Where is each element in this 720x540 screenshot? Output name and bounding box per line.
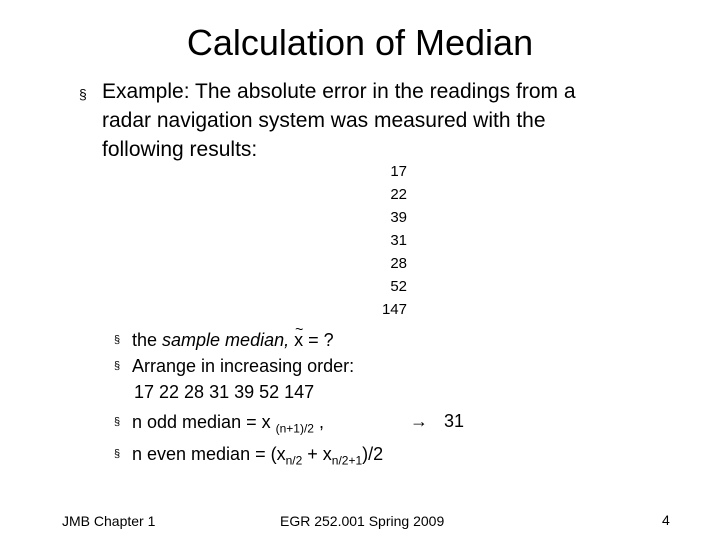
readings-list — [360, 160, 407, 321]
arrange-line: Arrange in increasing order: — [132, 356, 355, 376]
page-number: 4 — [662, 512, 670, 528]
bullet-marker: § — [114, 334, 121, 346]
example-line-3: following results: — [102, 138, 258, 161]
reading-value: 22 — [390, 186, 407, 203]
example-line-2: radar navigation system was measured with the — [102, 109, 546, 132]
sample-median-line: the sample median, ~ x = ? — [132, 327, 334, 353]
reading-value: 31 — [390, 232, 407, 249]
odd-median-line: n odd median = x $_{(n+1)/2}$ , — [132, 412, 324, 436]
even-median-line: n even median = $(x_{n/2} + x_{n/2+1})/2$ — [132, 444, 384, 468]
reading-value: 28 — [390, 255, 407, 272]
bullet-marker: § — [114, 448, 121, 460]
bullet-marker: § — [114, 416, 121, 428]
slide-title: Calculation of Median — [186, 22, 534, 63]
bullet-marker: § — [79, 86, 87, 102]
footer-author-chapter: JMB Chapter 1 — [62, 513, 156, 529]
sorted-values: 17 22 28 31 39 52 147 — [134, 382, 315, 402]
reading-value: 39 — [390, 209, 407, 226]
reading-value: 52 — [390, 278, 407, 295]
example-line-1: Example: The absolute error in the readings from a — [102, 80, 576, 103]
odd-median-result: 31 — [444, 411, 465, 431]
bullet-marker: § — [114, 360, 121, 372]
x-tilde-symbol: ~ x — [294, 330, 303, 350]
footer-course: EGR 252.001 Spring 2009 — [280, 513, 445, 529]
arrow-icon: → — [410, 411, 428, 431]
reading-value: 17 — [390, 163, 407, 180]
reading-value: 147 — [381, 301, 407, 318]
